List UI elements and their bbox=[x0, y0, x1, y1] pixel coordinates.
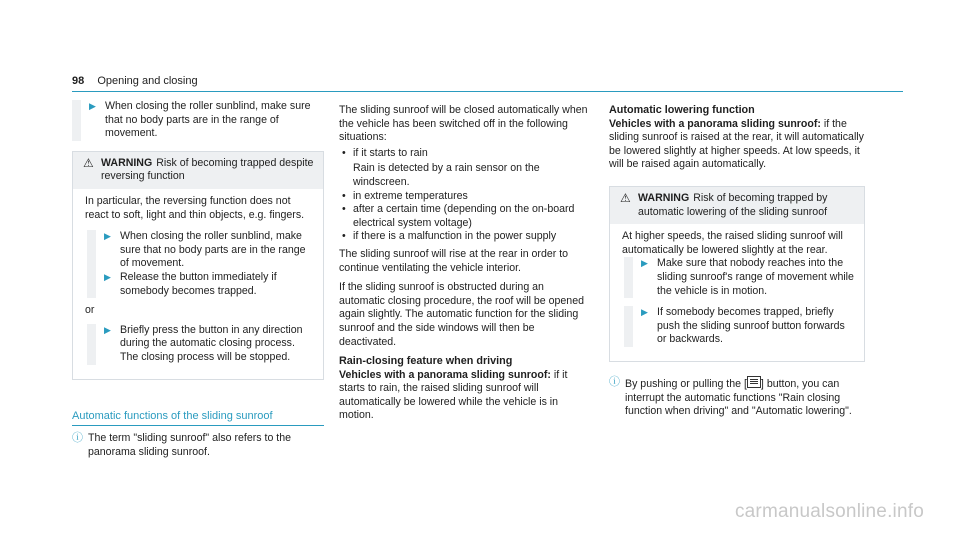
list-item: • in extreme temperatures bbox=[339, 190, 589, 204]
warning-body bbox=[610, 224, 864, 361]
watermark: carmanualsonline.info bbox=[734, 501, 924, 523]
step-text: Briefly press the button in any direction during the automatic closing process. The closing process will be stopped. bbox=[120, 323, 303, 363]
warning-text: At higher speeds, the raised sliding sunroof will automatically be lowered slightly at the rear. bbox=[622, 230, 843, 256]
warning-steps bbox=[624, 306, 856, 347]
paragraph: Vehicles with a panorama sliding sunroof: if it starts to rain, the raised sliding sunroof will automatically be lowered while the vehicle is in motion. bbox=[339, 368, 568, 422]
warning-box bbox=[72, 151, 324, 380]
warning-body bbox=[73, 189, 323, 379]
warning-triangle-icon: ⚠ bbox=[83, 155, 94, 170]
step-arrow-icon: ▶ bbox=[104, 324, 111, 335]
subsection-heading: Automatic lowering function bbox=[609, 104, 755, 116]
info-icon: ⓘ bbox=[609, 375, 620, 388]
section-divider bbox=[72, 425, 324, 426]
instruction-step bbox=[104, 230, 315, 271]
step-arrow-icon: ▶ bbox=[641, 258, 648, 269]
paragraph: If the sliding sunroof is obstructed during an automatic closing procedure, the roof will be opened again slightly. The automatic function for the sliding sunroof and the side windows will then be deactivated. bbox=[339, 281, 584, 348]
right-column bbox=[609, 104, 865, 419]
paragraph: Vehicles with a panorama sliding sunroof: if the sliding sunroof is raised at the rear, it will automatically be lowered slightly at higher speeds. At low speeds, it will be raised again automatically. bbox=[609, 117, 864, 171]
list-item: • if there is a malfunction in the power supply bbox=[339, 230, 589, 244]
info-icon: ⓘ bbox=[72, 432, 83, 445]
warning-title: Risk of becoming trapped despite reversing function bbox=[101, 156, 314, 183]
warning-triangle-icon: ⚠ bbox=[620, 190, 631, 205]
step-text: When closing the roller sunblind, make sure that no body parts are in the range of movement. bbox=[120, 230, 306, 270]
intro-paragraph: The sliding sunroof will be closed automatically when the vehicle has been switched off in the following situations: bbox=[339, 104, 588, 144]
step-arrow-icon: ▶ bbox=[104, 271, 111, 282]
sunroof-button-icon bbox=[747, 376, 761, 388]
instruction-step bbox=[89, 100, 324, 141]
section-title: Automatic functions of the sliding sunroof bbox=[72, 409, 273, 422]
warning-header bbox=[610, 187, 864, 224]
step-text: When closing the roller sunblind, make sure that no body parts are in the range of movement. bbox=[105, 100, 311, 140]
step-arrow-icon: ▶ bbox=[104, 231, 111, 242]
warning-steps bbox=[87, 230, 315, 298]
list-item-detail: Rain is detected by a rain sensor on the windscreen. bbox=[353, 162, 540, 188]
or-label: or bbox=[85, 304, 95, 317]
chapter-title: Opening and closing bbox=[97, 75, 198, 87]
page-number: 98 bbox=[72, 75, 85, 87]
warning-header bbox=[73, 152, 323, 189]
situation-list bbox=[339, 147, 589, 244]
step-text: If somebody becomes trapped, briefly push the sliding sunroof button forwards or backwards. bbox=[657, 306, 845, 346]
step-arrow-icon: ▶ bbox=[89, 101, 96, 111]
page-header bbox=[72, 75, 198, 89]
note bbox=[72, 432, 324, 459]
note-text: The term "sliding sunroof" also refers to the panorama sliding sunroof. bbox=[88, 432, 292, 458]
instruction-step bbox=[641, 306, 856, 347]
note: ⓘ By pushing or pulling the [ ] button, you can interrupt the automatic functions "Rain closing function when driving" and "Automatic lowering". bbox=[609, 375, 852, 418]
instruction-step bbox=[104, 324, 315, 365]
step-text: Release the button immediately if somebody becomes trapped. bbox=[120, 270, 277, 297]
warning-box bbox=[609, 186, 865, 362]
paragraph: The sliding sunroof will rise at the rear in order to continue ventilating the vehicle interior. bbox=[339, 247, 569, 274]
step-text: Make sure that nobody reaches into the sliding sunroof's range of movement while the vehicle is in motion. bbox=[657, 257, 854, 297]
header-divider bbox=[72, 91, 903, 92]
step-arrow-icon: ▶ bbox=[641, 307, 648, 318]
instruction-step bbox=[104, 271, 315, 298]
warning-label: WARNING bbox=[638, 191, 690, 204]
warning-steps bbox=[87, 324, 315, 365]
warning-text: In particular, the reversing function does not react to soft, light and thin objects, e.g. fingers. bbox=[85, 194, 305, 221]
instruction-step bbox=[641, 257, 856, 298]
left-column bbox=[72, 100, 324, 459]
list-item: • after a certain time (depending on the on-board electrical system voltage) bbox=[339, 203, 589, 230]
warning-label: WARNING bbox=[101, 156, 153, 169]
warning-steps bbox=[624, 257, 856, 298]
warning-title: Risk of becoming trapped by automatic lowering of the sliding sunroof bbox=[638, 191, 828, 218]
subsection-heading: Rain-closing feature when driving bbox=[339, 355, 513, 368]
list-item: • if it starts to rain Rain is detected by a rain sensor on the windscreen. bbox=[339, 147, 589, 190]
middle-column bbox=[339, 104, 589, 423]
step-block bbox=[72, 100, 324, 141]
